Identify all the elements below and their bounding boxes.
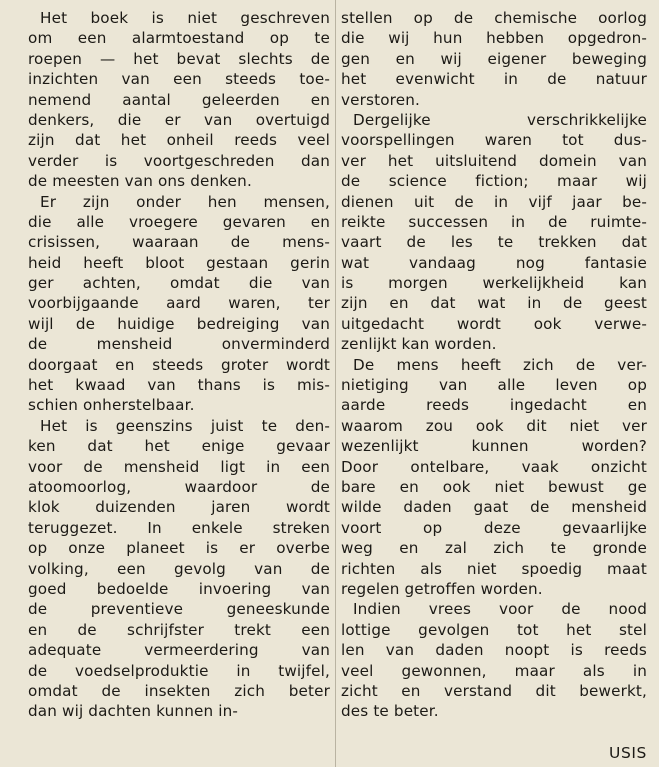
text-line: en de schrijfster trekt een	[28, 620, 330, 639]
text-line: aarde reeds ingedacht en	[341, 396, 647, 415]
text-line: wijl de huidige bedreiging van	[28, 314, 330, 333]
text-line: het evenwicht in de natuur	[341, 70, 647, 89]
text-line: crisissen, waaraan de mens-	[28, 233, 330, 252]
text-line: op onze planeet is er overbe	[28, 539, 330, 558]
text-line: schien onherstelbaar.	[28, 396, 195, 415]
text-line: uitgedacht wordt ook verwe-	[341, 314, 647, 333]
text-line: voort op deze gevaarlijke	[341, 518, 647, 537]
text-line: ver het uitsluitend domein van	[341, 151, 647, 170]
text-line: Dergelijke verschrikkelijke	[353, 110, 647, 129]
text-line: omdat de insekten zich beter	[28, 681, 330, 700]
text-line: adequate vermeerdering van	[28, 641, 330, 660]
text-line: des te beter.	[341, 702, 439, 721]
text-line: voorbijgaande aard waren, ter	[28, 294, 330, 313]
text-line: wilde daden gaat de mensheid	[341, 498, 647, 517]
text-line: len van daden noopt is reeds	[341, 641, 647, 660]
text-line: regelen getroffen worden.	[341, 579, 543, 598]
text-line: heid heeft bloot gestaan gerin	[28, 253, 330, 272]
paragraph	[28, 416, 330, 722]
text-line: lottige gevolgen tot het stel	[341, 620, 647, 639]
text-line: dienen uit de in vijf jaar be-	[341, 192, 647, 211]
text-line: verstoren.	[341, 90, 420, 109]
text-line: die wij hun hebben opgedron-	[341, 29, 647, 48]
text-line: de preventieve geneeskunde	[28, 600, 330, 619]
text-line: roepen — het bevat slechts de	[28, 49, 330, 68]
text-line: weg en zal zich te gronde	[341, 539, 647, 558]
text-line: doorgaat en steeds groter wordt	[28, 355, 330, 374]
text-line: klok duizenden jaren wordt	[28, 498, 330, 517]
text-line: vaart de les te trekken dat	[341, 233, 647, 252]
text-line: inzichten van een steeds toe-	[28, 70, 330, 89]
text-line: nietiging van alle leven op	[341, 376, 647, 395]
text-line: nemend aantal geleerden en	[28, 90, 330, 109]
text-line: waarom zou ook dit niet ver	[341, 416, 647, 435]
text-line: zijn en dat wat in de geest	[341, 294, 647, 313]
text-line: teruggezet. In enkele streken	[28, 518, 330, 537]
text-line: De mens heeft zich de ver-	[353, 355, 647, 374]
text-line: zicht en verstand dit bewerkt,	[341, 681, 647, 700]
text-line: denkers, die er van overtuigd	[28, 110, 330, 129]
text-line: reikte successen in de ruimte-	[341, 212, 647, 231]
text-line: wezenlijkt kunnen worden?	[341, 437, 647, 456]
text-line: de voedselproduktie in twijfel,	[28, 661, 330, 680]
text-line: de science fiction; maar wij	[341, 172, 647, 191]
text-line: gen en wij eigener beweging	[341, 49, 647, 68]
paragraph	[341, 110, 647, 355]
paragraph	[341, 8, 647, 110]
text-line: dan wij dachten kunnen in-	[28, 702, 238, 721]
text-line: de mensheid onverminderd	[28, 335, 330, 354]
text-line: volking, een gevolg van de	[28, 559, 330, 578]
text-line: de meesten van ons denken.	[28, 172, 252, 191]
text-line: veel gewonnen, maar als in	[341, 661, 647, 680]
text-line: het kwaad van thans is mis-	[28, 376, 330, 395]
text-line: Er zijn onder hen mensen,	[40, 192, 330, 211]
text-line: zijn dat het onheil reeds veel	[28, 131, 330, 150]
text-line: Het boek is niet geschreven	[40, 9, 330, 27]
paragraph	[28, 192, 330, 416]
paragraph	[341, 355, 647, 600]
text-line: atoomoorlog, waardoor de	[28, 477, 330, 496]
right-column	[341, 8, 647, 722]
text-line: ken dat het enige gevaar	[28, 437, 330, 456]
text-line: wat vandaag nog fantasie	[341, 253, 647, 272]
text-line: stellen op de chemische oorlog	[341, 9, 647, 27]
text-line: Door ontelbare, vaak onzicht	[341, 457, 647, 476]
text-line: ger achten, omdat die van	[28, 274, 330, 293]
text-line: zenlijkt kan worden.	[341, 335, 497, 354]
text-line: Indien vrees voor de nood	[353, 600, 647, 619]
text-line: Het is geenszins juist te den-	[40, 416, 330, 435]
text-line: voorspellingen waren tot dus-	[341, 131, 647, 150]
text-line: bare en ook niet bewust ge	[341, 477, 647, 496]
text-line: richten als niet spoedig maat	[341, 559, 647, 578]
column-divider	[335, 0, 336, 767]
text-line: voor de mensheid ligt in een	[28, 457, 330, 476]
text-line: goed bedoelde invoering van	[28, 579, 330, 598]
text-line: verder is voortgeschreden dan	[28, 151, 330, 170]
credit-line: USIS	[609, 744, 647, 762]
paragraph	[341, 599, 647, 721]
text-line: is morgen werkelijkheid kan	[341, 274, 647, 293]
text-line: die alle vroegere gevaren en	[28, 212, 330, 231]
paragraph	[28, 8, 330, 192]
left-column	[28, 8, 330, 722]
text-line: om een alarmtoestand op te	[28, 29, 330, 48]
